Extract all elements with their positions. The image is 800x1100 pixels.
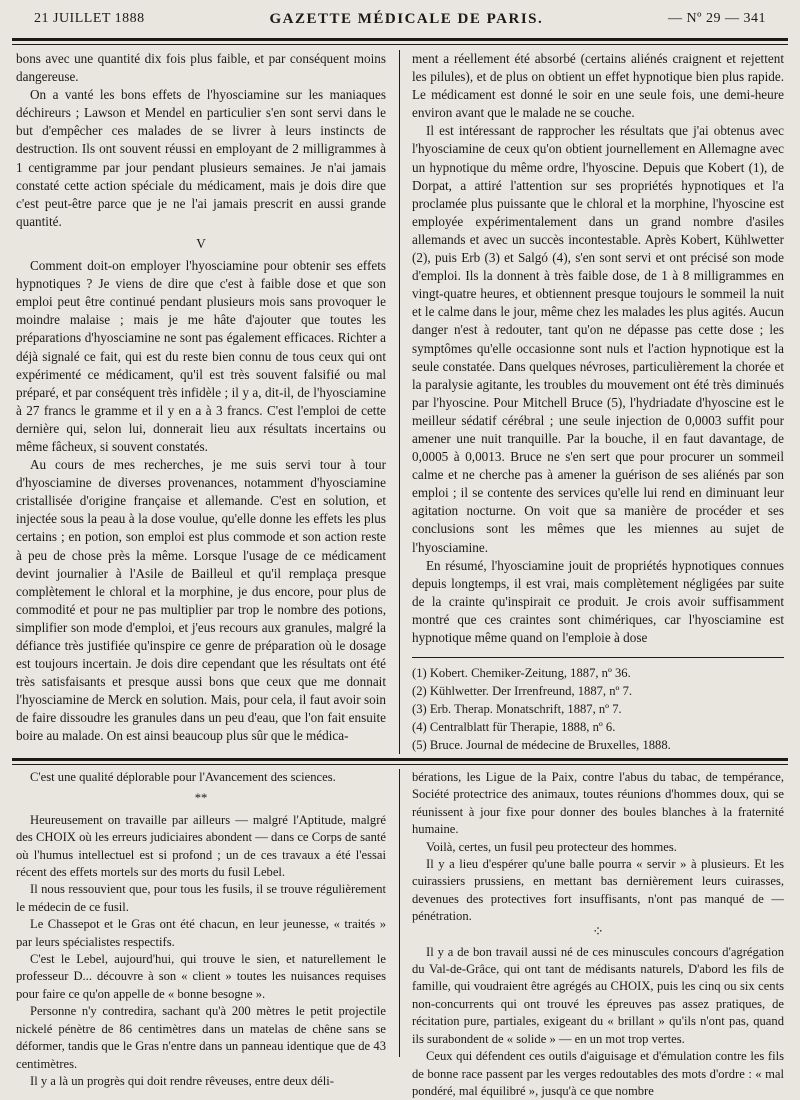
paragraph: C'est une qualité déplorable pour l'Avancement des sciences.: [30, 770, 336, 784]
column-divider: [399, 50, 400, 754]
footnote: (3) Erb. Therap. Monatschrift, 1887, nº 7.: [412, 702, 622, 717]
footnote: (1) Kobert. Chemiker-Zeitung, 1887, nº 36.: [412, 666, 631, 681]
article-column-left: [16, 50, 386, 756]
paragraph: Il y a là un progrès qui doit rendre rêveuses, entre deux déli-: [30, 1073, 334, 1088]
chronicle-column-left: [16, 769, 386, 1088]
separator-dots: ⁘: [592, 924, 604, 940]
separator-stars: **: [194, 791, 208, 806]
paragraph: Comment doit-on employer l'hyosciamine pour obtenir ses effets hypnotiques ? Je viens de dire que c'est à faible dose et que son emploi peut être continué pendant plusieurs mois sans provoquer le moindre malaise ; mais je me hâte d'ajouter que toutes les préparations d'hyosciamine ne sont pas également efficaces. Richter a déjà signalé ce fait, qui est du reste bien connu de tous ceux qui ont expérimenté ce médicament, qu'il est très souvent falsifié ou mal préparé, et par conséquent très infidèle ; il y a, dit-il, de l'hyosciamine à 27 francs le gramme et il y en a à 3 francs. C'est l'emploi de cette dernière qui, selon lui, donnerait lieu aux résultats incertains ou même fâcheux, si souvent constatés.: [16, 258, 386, 454]
footnote: (5) Bruce. Journal de médecine de Bruxelles, 1888.: [412, 738, 671, 753]
chronicle-column-right: [412, 769, 784, 1098]
paragraph: Le Chassepot et le Gras ont été chacun, en leur jeunesse, « traités » par leurs spécialistes respectifs.: [16, 917, 386, 949]
header-rule: [12, 38, 788, 41]
paragraph: Il nous ressouvient que, pour tous les fusils, il se trouve régulièrement le médecin de ce fusil.: [16, 882, 386, 914]
paragraph: On a vanté les bons effets de l'hyosciamine sur les maniaques déchireurs ; Lawson et Mendel en particulier s'en sont servi dans le but d'empêcher ces malades de se livrer à leurs instincts de destruction. Ils ont souvent réussi en employant de 2 milligrammes à 1 centigramme par jour pendant plusieurs semaines. Je n'ai jamais constaté cette action spéciale du médicament, mais je dois dire que c'est peut-être parce que je ne l'ai jamais prescrit en aussi grande quantité.: [16, 87, 386, 229]
header-rule-thin: [12, 44, 788, 45]
footnotes: [412, 657, 784, 754]
section-heading: V: [196, 235, 206, 251]
paragraph: C'est le Lebel, aujourd'hui, qui trouve le sien, et naturellement le professeur D... découvre à son « client » toutes les nuisances requises pour faire ce qu'on appelle de « bonne besogne ».: [16, 952, 386, 1001]
paragraph: Il y a lieu d'espérer qu'une balle pourra « servir » à plusieurs. Et les cuirassiers prussiens, en mettant bas dernièrement leurs cuirasses, devenues des protectives fort insuffisants, n'ont pas manqué de — pénétration.: [412, 857, 784, 924]
paragraph: Personne n'y contredira, sachant qu'à 200 mètres le petit projectile nickelé pénètre de 86 centimètres dans un matelas de chêne sans se déformer, tandis que le Gras n'entre dans un panneau identique que de 43 centimètres.: [16, 1004, 386, 1071]
paragraph: bons avec une quantité dix fois plus faible, et par conséquent moins dangereuse.: [16, 51, 386, 85]
header-number: — Nº 29 — 341: [668, 11, 766, 26]
paragraph: En résumé, l'hyosciamine jouit de propriétés hypnotiques connues depuis longtemps, il est vrai, mais complètement négligées par suite de la crainte qu'inspirait ce produit. Je crois avoir suffisamment montré que ces craintes sont chimériques, car l'hyosciamine est hypnotique même quand on l'emploie à dose: [412, 557, 784, 645]
paragraph: Voilà, certes, un fusil peu protecteur des hommes.: [426, 839, 677, 854]
paragraph: Heureusement on travaille par ailleurs — malgré l'Aptitude, malgré des CHOIX où les erreurs judiciaires abondent — dans ce Corps de santé où l'humus intellectuel est si profond ; un de ces travaux a été l'essai récent des effets mortels sur des morts du fusil Lebel.: [16, 812, 386, 880]
paragraph: Il y a de bon travail aussi né de ces minuscules concours d'agrégation du Val-de-Grâce, qui ont tant de médisants naturels, D'abord les fils de famille, qui voudraient être agrégés au CHOIX, puis les cinq ou six cents non-concurrents qui ont trouvé les épreuves pas assez pratiques, de récitation pure, partiales, exigeant du « brillant » qu'ils n'ont pas, quand ils surabondent de « solide » — en un mot trop vertes.: [412, 944, 784, 1046]
column-divider: [399, 769, 400, 1057]
footnote: (2) Kühlwetter. Der Irrenfreund, 1887, nº 7.: [412, 684, 633, 699]
header-title: GAZETTE MÉDICALE DE PARIS.: [269, 10, 544, 27]
page-header: [0, 0, 800, 38]
paragraph: Au cours de mes recherches, je me suis servi tour à tour d'hyosciamine de diverses provenances, notamment d'hyosciamine cristallisée d'origine française et allemande. C'est en solution, et injectée sous la peau à la dose voulue, qu'elle donne les effets les plus certains ; en potion, son emploi est plus commode et son action reste à peu de chose près la même. Lorsque l'usage de ce médicament devint journalier à l'Asile de Bailleul et qu'il remplaça presque complètement le chloral et la morphine, je dus encore, pour plus de commodité et pour ne pas multiplier par trop le nombre des potions, simplifier son mode d'emploi, et j'eus recours aux granules, malgré la défiance très justifiée qu'inspire ce genre de préparation où le dosage est toujours incertain. Je dois dire cependant que les résultats ont été très satisfaisants et presque aussi bons que ceux que me donnait l'hyosciamine de Merck en solution. Mais, pour cela, il faut avoir soin de faire dissoudre les granules dans un peu d'eau, que l'on fait ensuite boire au malade. On est ainsi beaucoup plus sûr que le médica-: [16, 457, 386, 744]
header-date: 21 JUILLET 1888: [34, 11, 145, 26]
paragraph: Ceux qui défendent ces outils d'aiguisage et d'émulation contre les fils de bonne race passent par les verges redoutables des mots d'ordre : « mal pondéré, mal équilibré », jusqu'à ce que nombre: [412, 1049, 784, 1098]
footnote: (4) Centralblatt für Therapie, 1888, nº 6.: [412, 720, 616, 735]
paragraph: bérations, les Ligue de la Paix, contre l'abus du tabac, de tempérance, Société protectrice des animaux, toutes réunions d'hommes doux, qui se réunissent à jour fixe pour donner des boules blanches à la fraternité humaine.: [412, 770, 784, 837]
paragraph: Il est intéressant de rapprocher les résultats que j'ai obtenus avec l'hyosciamine de ceux qu'on obtient journellement en Allemagne avec un hypnotique du même ordre, l'hyoscine. Depuis que Kobert (1), de Dorpat, a attiré l'attention sur ses propriétés hypnotiques et l'a proclamée plus puissante que le chloral et la morphine, l'hyoscine est employée expérimentalement dans un grand nombre d'asiles allemands et avec un succès incontestable. Après Kobert, Kühlwetter (2), puis Erb (3) et Salgó (4), s'en sont servi et ont précisé son mode d'emploi. Ils la donnent à très faible dose, de 1 à 8 milligrammes en vingt-quatre heures, et obtiennent presque toujours le sommeil la nuit et le calme dans le jour, même chez les malades les plus agités. Aucun danger n'est à redouter, tant qu'on ne dépasse pas cette dose ; les symptômes qu'elle occasionne sont nuls et l'action hypnotique est la seule constatée. Dans quelques névroses, particulièrement la chorée et la paralysie agitante, les troubles du mouvement ont été très diminués par l'hyoscine. Pour Mitchell Bruce (5), l'hydriadate d'hyoscine est le meilleur sédatif cérébral ; une seule injection de 0,0003 suffit pour amener une nuit tranquille. Par la bouche, il en faut davantage, de 0,0005 à 0,0013. Bruce ne s'en sert que pour procurer un sommeil calme et ne cherche pas à amener la guérison de ses aliénés par son emploi ; il se contente des services qu'elle lui rend en diminuant leur agitation nocturne. On voit que sa manière de procéder et ses conclusions sont les mêmes que les miennes au sujet de l'hyosciamine.: [412, 123, 784, 555]
paragraph: ment a réellement été absorbé (certains aliénés craignent et rejettent les pilules), et de plus on obtient un effet hypnotique bien plus rapide. Le médicament est donné le soir en une seule fois, une demi-heure environ avant que le malade ne se couche.: [412, 51, 784, 121]
article-column-right: [412, 50, 784, 756]
section-rule-thin: [12, 764, 788, 765]
section-rule: [12, 758, 788, 761]
